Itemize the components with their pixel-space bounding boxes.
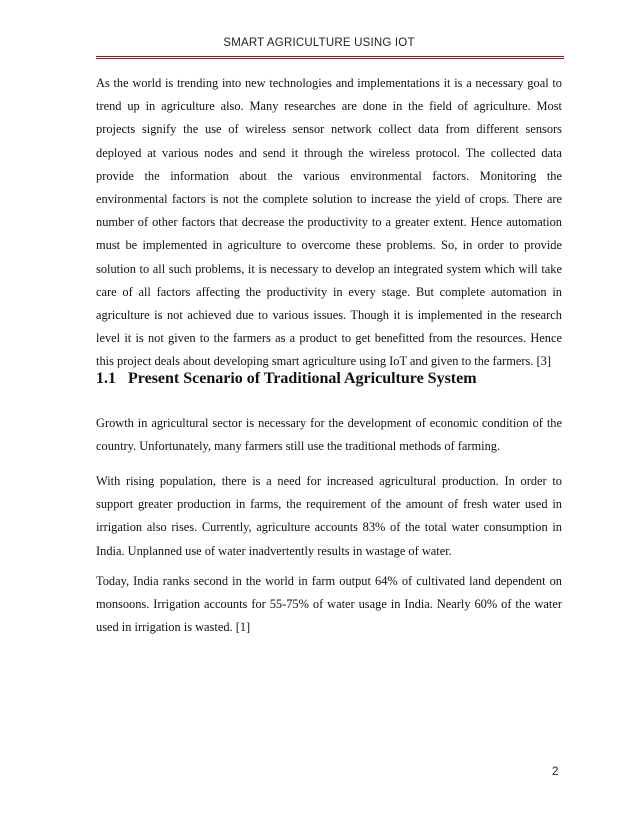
header-divider (96, 56, 564, 59)
section-title: Present Scenario of Traditional Agriculture System (128, 370, 477, 387)
running-header: SMART AGRICULTURE USING IOT (223, 37, 415, 49)
page-number: 2 (552, 766, 559, 778)
section-number: 1.1 (96, 370, 116, 387)
paragraph-growth: Growth in agricultural sector is necessary for the development of economic condition of the country. Unfortunately, many farmers still use the traditional methods of farming. (96, 416, 562, 454)
paragraph-population: With rising population, there is a need for increased agricultural production. In order to support greater production in farms, the requirement of the amount of fresh water used in irrigation also rises. Currently, agriculture accounts 83% of the total water consumption in India. Unplanned use of water inadvertently results in wastage of water. (96, 474, 562, 558)
page-body (96, 72, 562, 635)
paragraph-india-ranking: Today, India ranks second in the world in farm output 64% of cultivated land dependent on monsoons. Irrigation accounts for 55-75% of water usage in India. Nearly 60% of the water used in irrigation is wasted. [1] (96, 574, 562, 635)
section-heading (96, 367, 562, 391)
paragraph-intro: As the world is trending into new technologies and implementations it is a necessary goal to trend up in agriculture also. Many researches are done in the field of agriculture. Most projects signify the use of wireless sensor network collect data from different sensors deployed at various nodes and send it through the wireless protocol. The collected data provide the information about the various environmental factors. Monitoring the environmental factors is not the complete solution to increase the yield of crops. There are number of other factors that decrease the productivity to a greater extent. Hence automation must be implemented in agriculture to overcome these problems. So, in order to provide solution to all such problems, it is necessary to develop an integrated system which will take care of all factors affecting the productivity in every stage. But complete automation in agriculture is not achieved due to various issues. Though it is implemented in the research level it is not given to the farmers as a product to get benefitted from the resources. Hence this project deals about developing smart agriculture using IoT and given to the farmers. [3] (96, 76, 562, 369)
